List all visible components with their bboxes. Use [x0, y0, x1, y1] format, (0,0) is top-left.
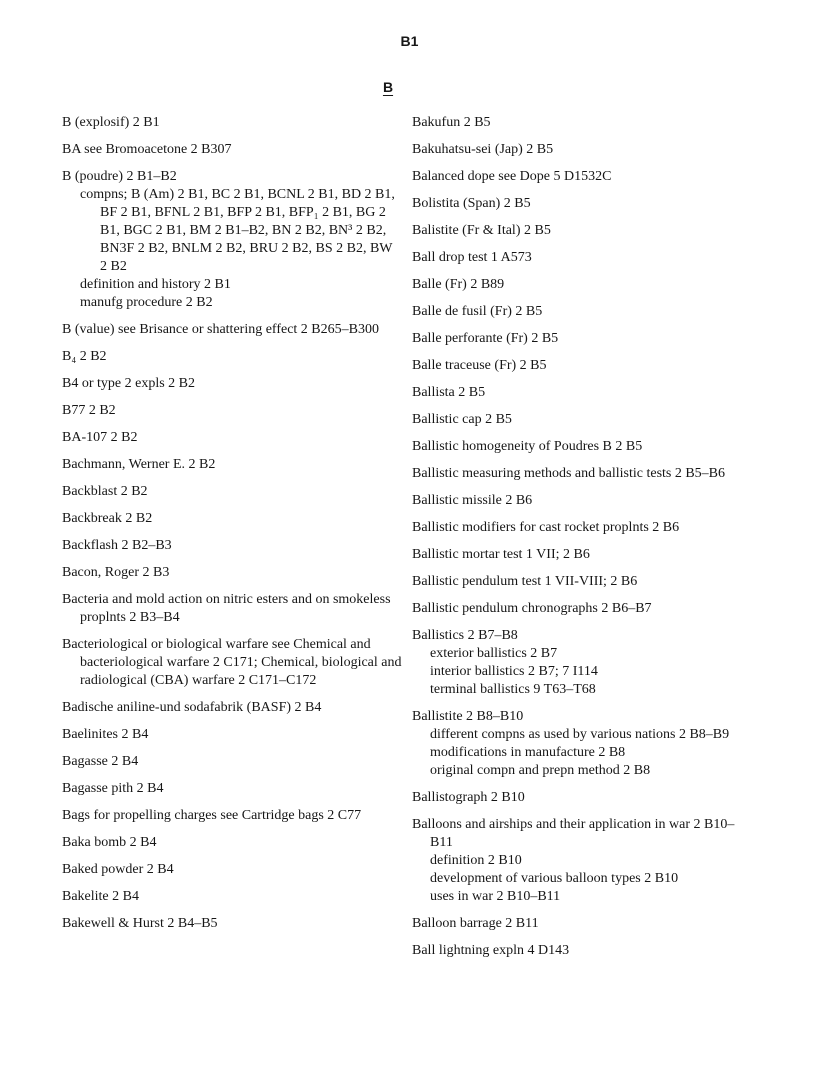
index-subentry: definition and history 2 B1 [80, 277, 231, 292]
index-entry [62, 375, 402, 393]
index-entry-heading: Balle traceuse (Fr) 2 B5 [412, 358, 547, 373]
index-entry-heading: Bakuhatsu-sei (Jap) 2 B5 [412, 142, 554, 157]
index-subentry: different compns as used by various nations 2 B8–B9 [430, 727, 730, 742]
index-entry [62, 348, 402, 366]
index-entry [412, 411, 742, 429]
index-entry-heading: Ballistic modifiers for cast rocket proplnts 2 B6 [412, 520, 680, 535]
index-entry-heading: Ballistic measuring methods and ballistic tests 2 B5–B6 [412, 466, 726, 481]
index-subentry: modifications in manufacture 2 B8 [430, 745, 626, 760]
index-entry-heading: Bacteriological or biological warfare see Chemical and bacteriological warfare 2 C171; Chemical, biological and radiological (CBA) warfare 2 C171–C172 [62, 637, 402, 688]
index-entry-heading: Ballistograph 2 B10 [412, 790, 525, 805]
index-entry [412, 546, 742, 564]
index-entry-heading: Baked powder 2 B4 [62, 862, 174, 877]
index-column-left [62, 114, 402, 942]
index-entry-heading: Baka bomb 2 B4 [62, 835, 157, 850]
index-entry-heading: Balloons and airships and their application in war 2 B10–B11 [412, 817, 735, 850]
index-entry-heading: Ballistic pendulum chronographs 2 B6–B7 [412, 601, 652, 616]
index-entry [412, 357, 742, 375]
index-subentry: uses in war 2 B10–B11 [430, 889, 561, 904]
index-entry [412, 789, 742, 807]
index-entry-heading: Balanced dope see Dope 5 D1532C [412, 169, 612, 184]
index-entry [412, 492, 742, 510]
index-entry-heading: Ballista 2 B5 [412, 385, 486, 400]
index-entry [412, 384, 742, 402]
index-entry-heading: Balle (Fr) 2 B89 [412, 277, 505, 292]
index-entry-heading: Ball drop test 1 A573 [412, 250, 532, 265]
index-entry [412, 114, 742, 132]
index-entry-heading: Baelinites 2 B4 [62, 727, 149, 742]
index-subentry: definition 2 B10 [430, 853, 522, 868]
index-entry [412, 708, 742, 780]
index-entry-heading: B4 or type 2 expls 2 B2 [62, 376, 195, 391]
index-entry-heading: Bakelite 2 B4 [62, 889, 139, 904]
index-column-right [412, 114, 742, 969]
index-entry-heading: Balloon barrage 2 B11 [412, 916, 539, 931]
index-entry [412, 915, 742, 933]
section-letter: B [382, 79, 394, 95]
index-entry [412, 600, 742, 618]
index-entry-heading: Balle de fusil (Fr) 2 B5 [412, 304, 543, 319]
index-entry-heading: BA-107 2 B2 [62, 430, 138, 445]
index-entry [62, 699, 402, 717]
index-entry-heading: Bagasse 2 B4 [62, 754, 139, 769]
index-entry-heading: B (poudre) 2 B1–B2 [62, 169, 177, 184]
index-entry [62, 726, 402, 744]
index-subentry: development of various balloon types 2 B10 [430, 871, 679, 886]
index-entry-heading: B (value) see Brisance or shattering effect 2 B265–B300 [62, 322, 379, 337]
index-entry [62, 402, 402, 420]
index-entry [62, 141, 402, 159]
index-entry [412, 222, 742, 240]
index-entry-heading: Balle perforante (Fr) 2 B5 [412, 331, 559, 346]
index-entry-heading: Bagasse pith 2 B4 [62, 781, 164, 796]
index-entry-heading: B (explosif) 2 B1 [62, 115, 160, 130]
index-entry [412, 276, 742, 294]
index-subentry: compns; B (Am) 2 B1, BC 2 B1, BCNL 2 B1, BD 2 B1, BF 2 B1, BFNL 2 B1, BFP 2 B1, BFP₁ 2 B1, BG 2 B1, BGC 2 B1, BM 2 B1–B2, BN 2 B2, BN³ 2 B2, BN3F 2 B2, BNLM 2 B2, BRU 2 B2, BS 2 B2, BW 2 B2 [80, 187, 395, 274]
index-entry [62, 780, 402, 798]
index-entry-heading: Ballistic mortar test 1 VII; 2 B6 [412, 547, 590, 562]
index-entry [412, 168, 742, 186]
index-subentry: exterior ballistics 2 B7 [430, 646, 558, 661]
index-entry-heading: Ballistic homogeneity of Poudres B 2 B5 [412, 439, 643, 454]
index-entry-heading: Backflash 2 B2–B3 [62, 538, 172, 553]
index-entry-heading: Bachmann, Werner E. 2 B2 [62, 457, 216, 472]
index-entry [412, 141, 742, 159]
index-entry [62, 591, 402, 627]
index-entry-heading: Ballistite 2 B8–B10 [412, 709, 524, 724]
index-entry [412, 303, 742, 321]
index-entry [62, 483, 402, 501]
index-subentry: manufg procedure 2 B2 [80, 295, 213, 310]
index-subentry: interior ballistics 2 B7; 7 I114 [430, 664, 598, 679]
index-entry-heading: Ballistic cap 2 B5 [412, 412, 512, 427]
index-entry [62, 456, 402, 474]
index-subentry: original compn and prepn method 2 B8 [430, 763, 651, 778]
index-entry [62, 915, 402, 933]
index-entry-heading: Badische aniline-und sodafabrik (BASF) 2 B4 [62, 700, 322, 715]
index-entry [62, 861, 402, 879]
index-entry-heading: Bacteria and mold action on nitric esters and on smokeless proplnts 2 B3–B4 [62, 592, 391, 625]
index-entry-heading: Bags for propelling charges see Cartridge bags 2 C77 [62, 808, 362, 823]
index-entry-heading: Ballistics 2 B7–B8 [412, 628, 518, 643]
index-entry [62, 834, 402, 852]
index-entry-heading: Bakewell & Hurst 2 B4–B5 [62, 916, 218, 931]
index-entry [62, 510, 402, 528]
index-entry-heading: Backbreak 2 B2 [62, 511, 153, 526]
index-entry [62, 321, 402, 339]
index-entry [62, 429, 402, 447]
index-entry [412, 195, 742, 213]
index-entry-heading: Bakufun 2 B5 [412, 115, 491, 130]
index-entry [62, 636, 402, 690]
index-entry [412, 627, 742, 699]
index-entry [412, 942, 742, 960]
index-entry-heading: Ballistic missile 2 B6 [412, 493, 533, 508]
index-entry [62, 114, 402, 132]
page-header: B1 [400, 33, 419, 49]
index-entry-heading: Ballistic pendulum test 1 VII-VIII; 2 B6 [412, 574, 638, 589]
index-subentry: terminal ballistics 9 T63–T68 [430, 682, 596, 697]
index-entry-heading: B₄ 2 B2 [62, 349, 107, 364]
index-entry [62, 168, 402, 312]
index-entry [412, 438, 742, 456]
index-entry-heading: Bolistita (Span) 2 B5 [412, 196, 531, 211]
index-entry-heading: Bacon, Roger 2 B3 [62, 565, 170, 580]
index-entry [412, 249, 742, 267]
index-entry [412, 816, 742, 906]
index-entry [412, 573, 742, 591]
index-entry [62, 753, 402, 771]
index-entry [412, 330, 742, 348]
index-entry-heading: Balistite (Fr & Ital) 2 B5 [412, 223, 551, 238]
index-entry-heading: Backblast 2 B2 [62, 484, 148, 499]
index-entry [62, 537, 402, 555]
index-entry [62, 564, 402, 582]
index-entry [412, 519, 742, 537]
index-entry [412, 465, 742, 483]
index-entry [62, 888, 402, 906]
index-entry [62, 807, 402, 825]
index-entry-heading: B77 2 B2 [62, 403, 116, 418]
index-entry-heading: Ball lightning expln 4 D143 [412, 943, 570, 958]
index-entry-heading: BA see Bromoacetone 2 B307 [62, 142, 232, 157]
